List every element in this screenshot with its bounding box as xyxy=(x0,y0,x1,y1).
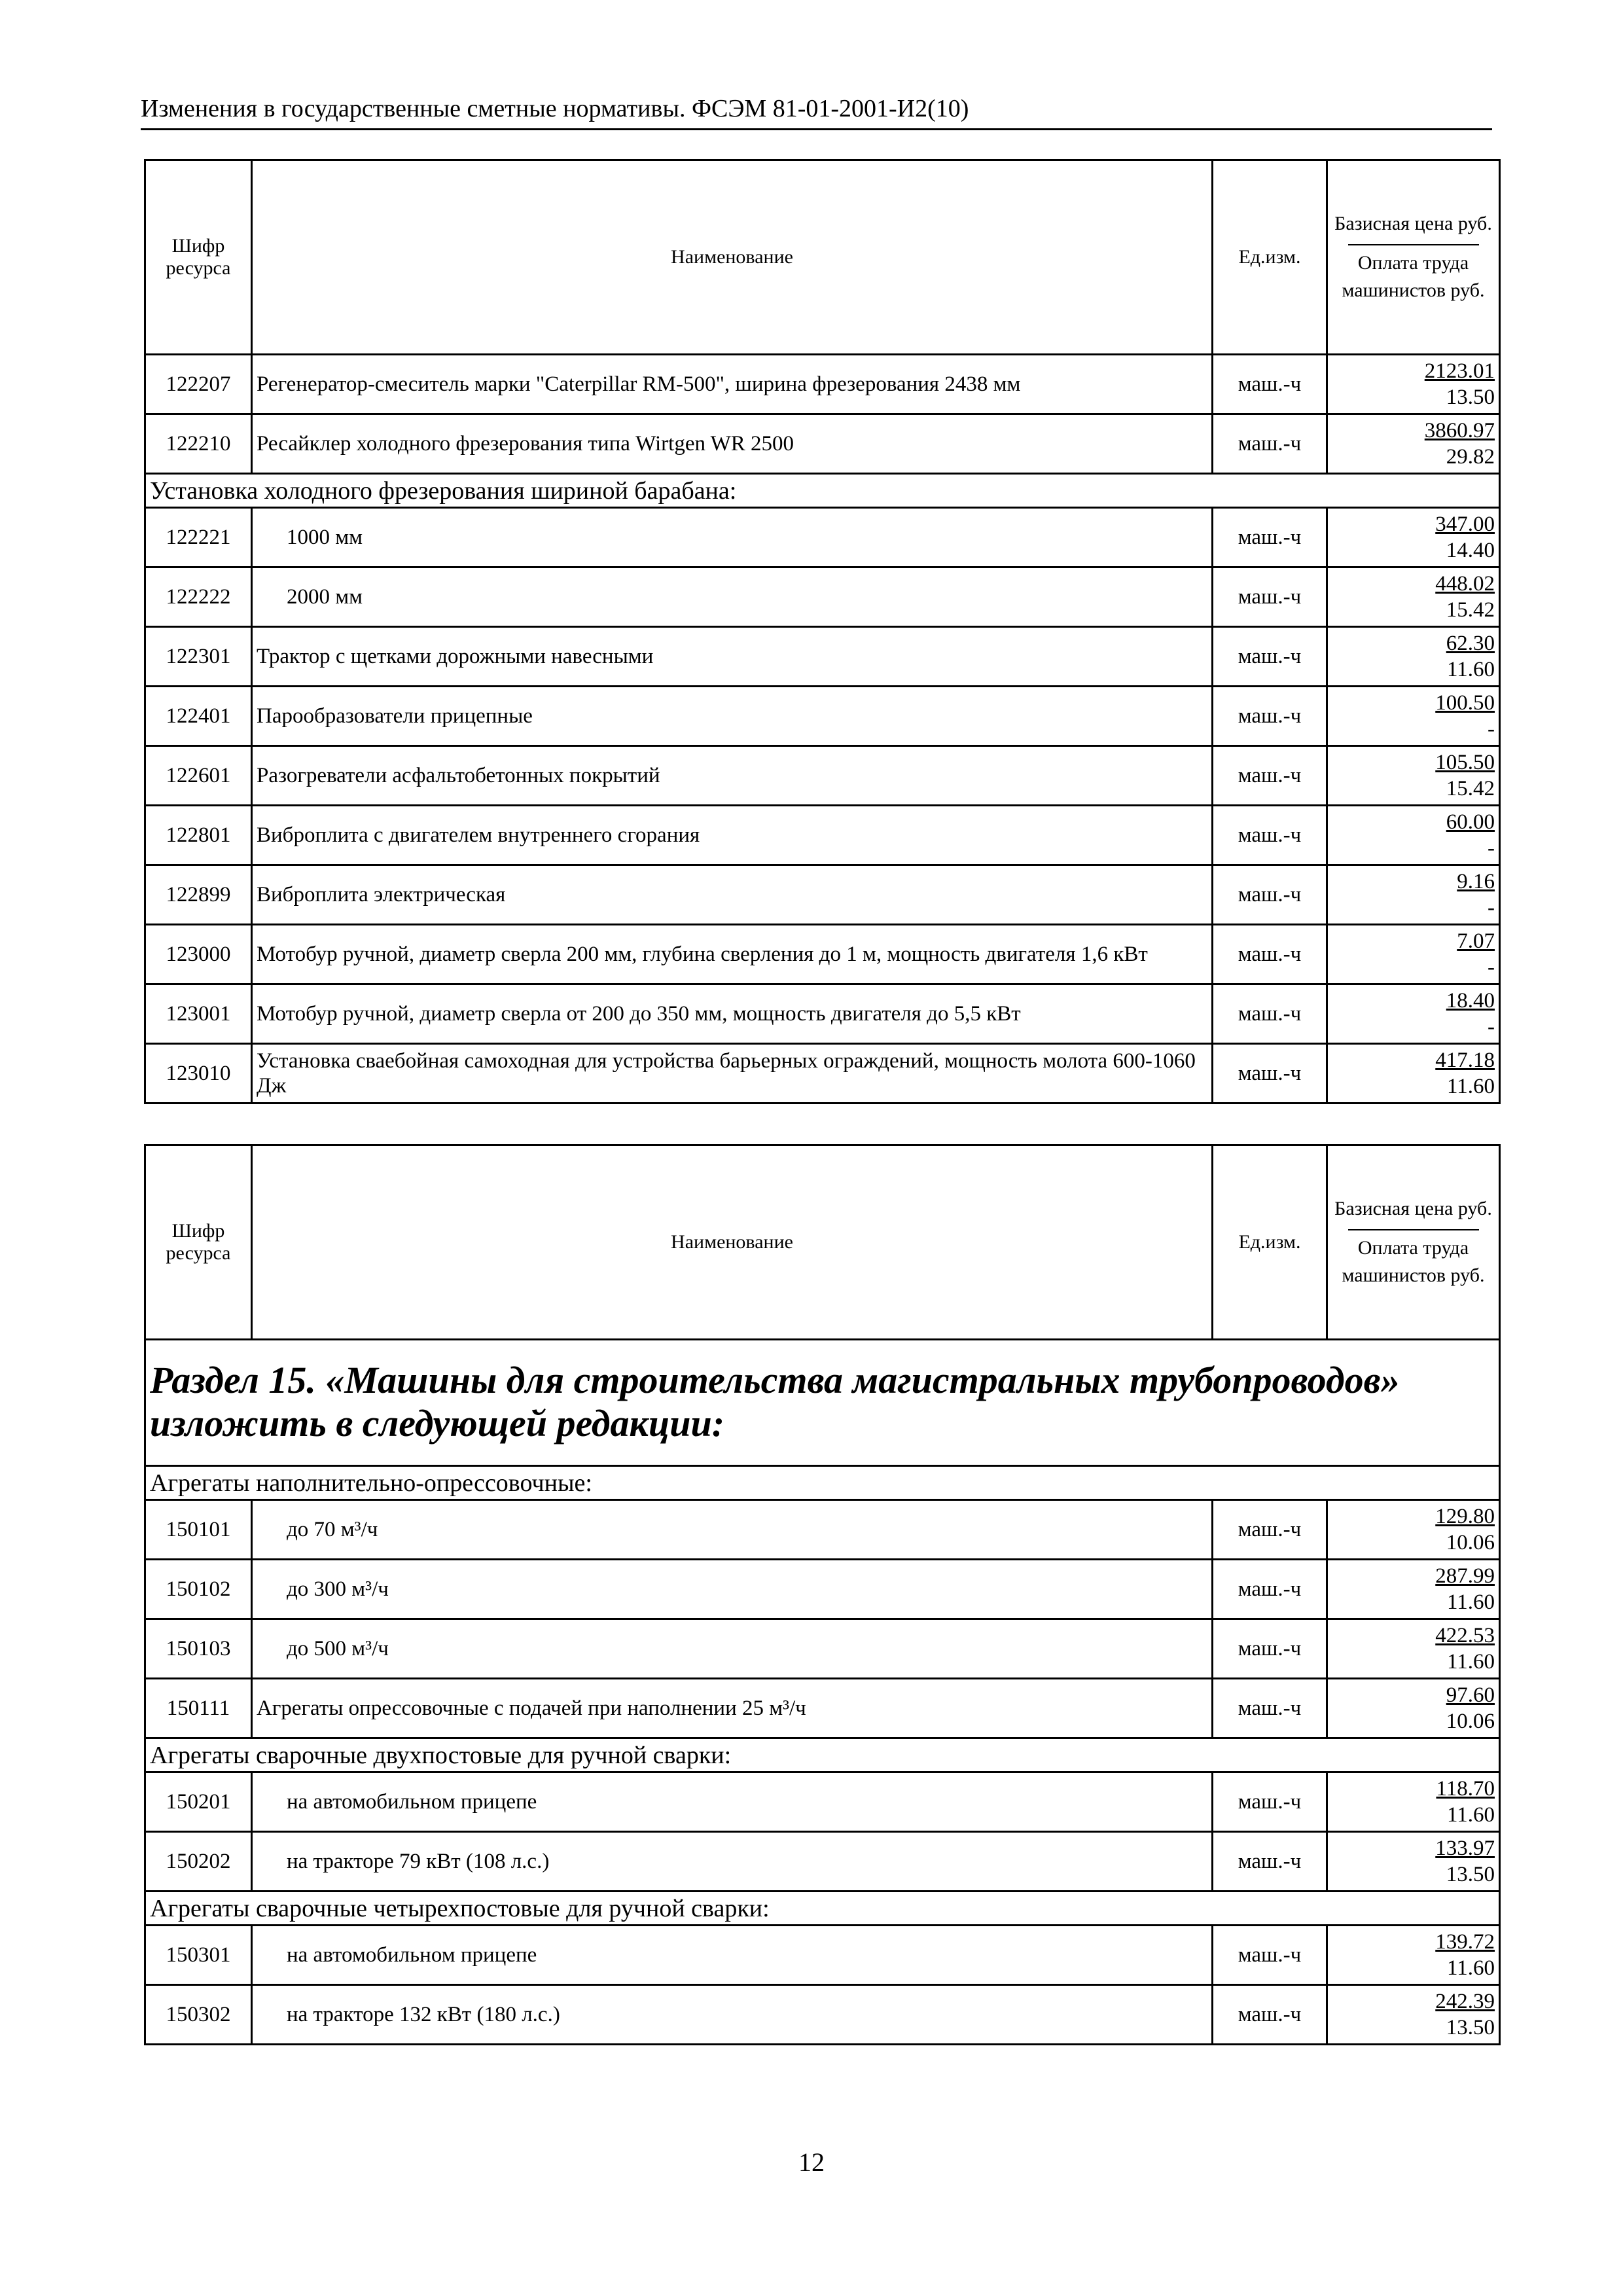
col-header-unit: Ед.изм. xyxy=(1213,1145,1327,1340)
price-cell xyxy=(1327,1500,1500,1560)
section-title: Раздел 15. «Машины для строительства магистральных трубопроводов» изложить в следующей редакции: xyxy=(145,1340,1500,1466)
unit-of-measure: маш.-ч xyxy=(1213,508,1327,567)
price-cell xyxy=(1327,1926,1500,1985)
base-price: 129.80 xyxy=(1435,1505,1495,1528)
unit-of-measure: маш.-ч xyxy=(1213,925,1327,984)
unit-of-measure: маш.-ч xyxy=(1213,1619,1327,1679)
group-header-row xyxy=(145,1466,1500,1500)
operator-wage: 10.06 xyxy=(1446,1710,1495,1733)
resource-code: 150101 xyxy=(145,1500,252,1560)
unit-of-measure: маш.-ч xyxy=(1213,1044,1327,1103)
base-price: 105.50 xyxy=(1435,751,1495,774)
resource-name: до 300 м³/ч xyxy=(252,1560,1213,1619)
resource-code: 150302 xyxy=(145,1985,252,2045)
resource-code: 122207 xyxy=(145,355,252,414)
unit-of-measure: маш.-ч xyxy=(1213,984,1327,1044)
operator-wage: - xyxy=(1488,896,1495,920)
operator-wage: 29.82 xyxy=(1446,445,1495,469)
price-header-bottom: Оплата труда машинистов руб. xyxy=(1342,1237,1485,1286)
operator-wage: 11.60 xyxy=(1446,1650,1495,1674)
resource-code: 122899 xyxy=(145,865,252,925)
price-header-bottom: Оплата труда машинистов руб. xyxy=(1342,252,1485,301)
resource-name: Трактор с щетками дорожными навесными xyxy=(252,627,1213,687)
operator-wage: 13.50 xyxy=(1446,1863,1495,1886)
resource-code: 123000 xyxy=(145,925,252,984)
table-row xyxy=(145,687,1500,746)
base-price: 60.00 xyxy=(1446,810,1495,834)
resource-code: 150301 xyxy=(145,1926,252,1985)
table-1-body xyxy=(145,355,1500,1103)
unit-of-measure: маш.-ч xyxy=(1213,355,1327,414)
col-header-code: Шифр ресурса xyxy=(145,1145,252,1340)
price-cell xyxy=(1327,508,1500,567)
resource-code: 150111 xyxy=(145,1679,252,1738)
resource-name: на автомобильном прицепе xyxy=(252,1926,1213,1985)
table-row xyxy=(145,1926,1500,1985)
table-row xyxy=(145,1679,1500,1738)
resource-name: Ресайклер холодного фрезерования типа Wirtgen WR 2500 xyxy=(252,414,1213,474)
base-price: 118.70 xyxy=(1436,1777,1495,1801)
group-title: Агрегаты сварочные четырехпостовые для ручной сварки: xyxy=(145,1892,1500,1926)
resource-name: Установка сваебойная самоходная для устройства барьерных ограждений, мощность молота 600-1060 Дж xyxy=(252,1044,1213,1103)
operator-wage: 11.60 xyxy=(1446,658,1495,681)
group-header-row xyxy=(145,474,1500,508)
resource-table-2 xyxy=(144,1144,1501,2045)
unit-of-measure: маш.-ч xyxy=(1213,746,1327,806)
table-row xyxy=(145,508,1500,567)
unit-of-measure: маш.-ч xyxy=(1213,1985,1327,2045)
price-cell xyxy=(1327,1832,1500,1892)
table-header-row xyxy=(145,160,1500,355)
table-row xyxy=(145,1044,1500,1103)
resource-code: 122222 xyxy=(145,567,252,627)
operator-wage: 13.50 xyxy=(1446,386,1495,409)
resource-name: до 70 м³/ч xyxy=(252,1500,1213,1560)
table-row xyxy=(145,1832,1500,1892)
price-cell xyxy=(1327,806,1500,865)
unit-of-measure: маш.-ч xyxy=(1213,1772,1327,1832)
price-cell xyxy=(1327,865,1500,925)
base-price: 133.97 xyxy=(1435,1837,1495,1860)
base-price: 242.39 xyxy=(1435,1990,1495,2013)
price-cell xyxy=(1327,1619,1500,1679)
col-header-price xyxy=(1327,1145,1500,1340)
price-cell xyxy=(1327,414,1500,474)
resource-code: 122801 xyxy=(145,806,252,865)
resource-code: 150102 xyxy=(145,1560,252,1619)
table-row xyxy=(145,806,1500,865)
group-title: Установка холодного фрезерования шириной барабана: xyxy=(145,474,1500,508)
resource-code: 122601 xyxy=(145,746,252,806)
base-price: 422.53 xyxy=(1435,1624,1495,1647)
resource-name: до 500 м³/ч xyxy=(252,1619,1213,1679)
resource-code: 150103 xyxy=(145,1619,252,1679)
operator-wage: 13.50 xyxy=(1446,2016,1495,2039)
resource-name: 1000 мм xyxy=(252,508,1213,567)
price-cell xyxy=(1327,1044,1500,1103)
table-header-row xyxy=(145,1145,1500,1340)
price-cell xyxy=(1327,925,1500,984)
table-row xyxy=(145,865,1500,925)
resource-name: на тракторе 79 кВт (108 л.с.) xyxy=(252,1832,1213,1892)
resource-name: Парообразователи прицепные xyxy=(252,687,1213,746)
operator-wage: 11.60 xyxy=(1446,1590,1495,1614)
unit-of-measure: маш.-ч xyxy=(1213,1560,1327,1619)
group-header-row xyxy=(145,1738,1500,1772)
group-title: Агрегаты сварочные двухпостовые для ручной сварки: xyxy=(145,1738,1500,1772)
base-price: 139.72 xyxy=(1435,1930,1495,1954)
operator-wage: - xyxy=(1488,956,1495,979)
unit-of-measure: маш.-ч xyxy=(1213,627,1327,687)
table-row xyxy=(145,1619,1500,1679)
resource-code: 122301 xyxy=(145,627,252,687)
table-row xyxy=(145,984,1500,1044)
price-cell xyxy=(1327,746,1500,806)
resource-code: 122401 xyxy=(145,687,252,746)
price-cell xyxy=(1327,687,1500,746)
table-2-body xyxy=(145,1340,1500,2045)
base-price: 100.50 xyxy=(1435,691,1495,715)
table-row xyxy=(145,746,1500,806)
resource-code: 122210 xyxy=(145,414,252,474)
base-price: 9.16 xyxy=(1457,870,1495,893)
unit-of-measure: маш.-ч xyxy=(1213,687,1327,746)
base-price: 448.02 xyxy=(1435,572,1495,596)
base-price: 3860.97 xyxy=(1424,419,1495,442)
base-price: 7.07 xyxy=(1457,929,1495,953)
unit-of-measure: маш.-ч xyxy=(1213,1500,1327,1560)
group-title: Агрегаты наполнительно-опрессовочные: xyxy=(145,1466,1500,1500)
col-header-name: Наименование xyxy=(252,1145,1213,1340)
unit-of-measure: маш.-ч xyxy=(1213,1679,1327,1738)
resource-name: Разогреватели асфальтобетонных покрытий xyxy=(252,746,1213,806)
price-cell xyxy=(1327,567,1500,627)
resource-code: 123010 xyxy=(145,1044,252,1103)
operator-wage: - xyxy=(1488,836,1495,860)
table-row xyxy=(145,567,1500,627)
resource-name: на тракторе 132 кВт (180 л.с.) xyxy=(252,1985,1213,2045)
unit-of-measure: маш.-ч xyxy=(1213,414,1327,474)
section-title-row xyxy=(145,1340,1500,1466)
operator-wage: 15.42 xyxy=(1446,598,1495,622)
operator-wage: 14.40 xyxy=(1446,539,1495,562)
price-cell xyxy=(1327,1985,1500,2045)
base-price: 347.00 xyxy=(1435,512,1495,536)
price-header-top: Базисная цена руб. xyxy=(1334,1198,1492,1219)
resource-name: 2000 мм xyxy=(252,567,1213,627)
base-price: 287.99 xyxy=(1435,1564,1495,1588)
table-row xyxy=(145,414,1500,474)
group-header-row xyxy=(145,1892,1500,1926)
price-header-top: Базисная цена руб. xyxy=(1334,213,1492,234)
price-cell xyxy=(1327,627,1500,687)
operator-wage: 10.06 xyxy=(1446,1531,1495,1554)
price-cell xyxy=(1327,1679,1500,1738)
table-row xyxy=(145,627,1500,687)
operator-wage: 11.60 xyxy=(1446,1075,1495,1098)
table-row xyxy=(145,1772,1500,1832)
resource-code: 150202 xyxy=(145,1832,252,1892)
price-cell xyxy=(1327,1560,1500,1619)
page-number: 12 xyxy=(798,2147,825,2177)
unit-of-measure: маш.-ч xyxy=(1213,806,1327,865)
resource-name: Виброплита с двигателем внутреннего сгорания xyxy=(252,806,1213,865)
operator-wage: 11.60 xyxy=(1446,1803,1495,1827)
col-header-unit: Ед.изм. xyxy=(1213,160,1327,355)
table-row xyxy=(145,1500,1500,1560)
base-price: 97.60 xyxy=(1446,1683,1495,1707)
unit-of-measure: маш.-ч xyxy=(1213,567,1327,627)
resource-code: 123001 xyxy=(145,984,252,1044)
resource-code: 150201 xyxy=(145,1772,252,1832)
col-header-price xyxy=(1327,160,1500,355)
table-row xyxy=(145,1560,1500,1619)
col-header-code: Шифр ресурса xyxy=(145,160,252,355)
operator-wage: - xyxy=(1488,717,1495,741)
base-price: 2123.01 xyxy=(1424,359,1495,383)
resource-name: на автомобильном прицепе xyxy=(252,1772,1213,1832)
operator-wage: 11.60 xyxy=(1446,1956,1495,1980)
resource-table-1 xyxy=(144,159,1501,1104)
base-price: 18.40 xyxy=(1446,989,1495,1013)
price-cell xyxy=(1327,984,1500,1044)
resource-name: Регенератор-смеситель марки "Caterpillar RM-500", ширина фрезерования 2438 мм xyxy=(252,355,1213,414)
operator-wage: 15.42 xyxy=(1446,777,1495,800)
base-price: 417.18 xyxy=(1435,1049,1495,1072)
table-row xyxy=(145,925,1500,984)
table-row xyxy=(145,1985,1500,2045)
unit-of-measure: маш.-ч xyxy=(1213,865,1327,925)
unit-of-measure: маш.-ч xyxy=(1213,1926,1327,1985)
resource-name: Мотобур ручной, диаметр сверла 200 мм, глубина сверления до 1 м, мощность двигателя 1,6 кВт xyxy=(252,925,1213,984)
col-header-name: Наименование xyxy=(252,160,1213,355)
base-price: 62.30 xyxy=(1446,632,1495,655)
table-row xyxy=(145,355,1500,414)
price-cell xyxy=(1327,1772,1500,1832)
resource-name: Виброплита электрическая xyxy=(252,865,1213,925)
operator-wage: - xyxy=(1488,1015,1495,1039)
unit-of-measure: маш.-ч xyxy=(1213,1832,1327,1892)
running-header: Изменения в государственные сметные нормативы. ФСЭМ 81-01-2001-И2(10) xyxy=(141,92,1492,130)
resource-name: Агрегаты опрессовочные с подачей при наполнении 25 м³/ч xyxy=(252,1679,1213,1738)
price-header-divider xyxy=(1348,1229,1479,1230)
price-header-divider xyxy=(1348,244,1479,245)
resource-code: 122221 xyxy=(145,508,252,567)
resource-name: Мотобур ручной, диаметр сверла от 200 до 350 мм, мощность двигателя до 5,5 кВт xyxy=(252,984,1213,1044)
price-cell xyxy=(1327,355,1500,414)
